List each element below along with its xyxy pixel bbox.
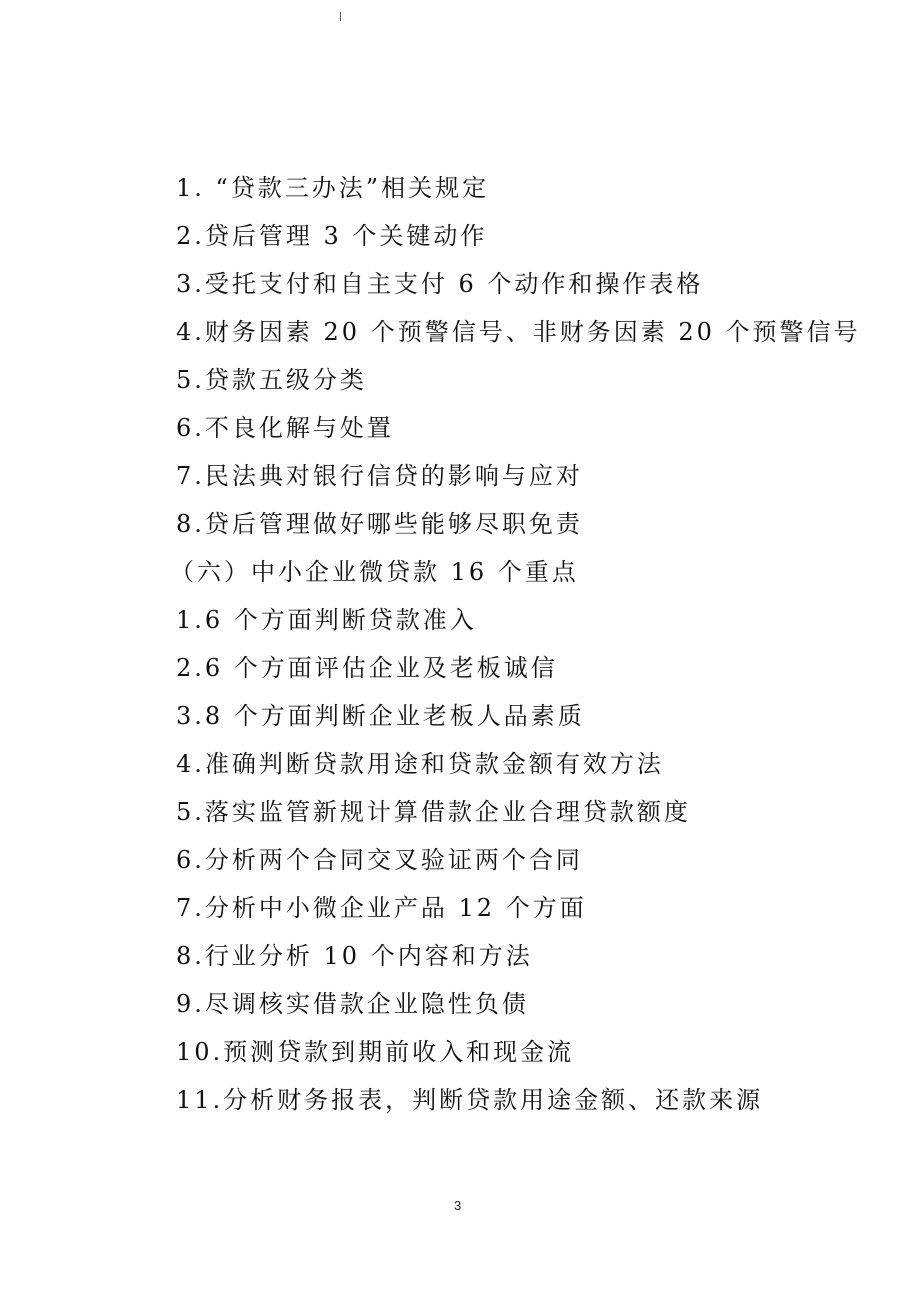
list-item: 5.贷款五级分类 (176, 366, 367, 394)
list-item: 11.分析财务报表，判断贷款用途金额、还款来源 (176, 1086, 764, 1114)
page-number: 3 (454, 1198, 462, 1213)
list-item: 7.分析中小微企业产品 12 个方面 (176, 894, 587, 922)
list-item: 5.落实监管新规计算借款企业合理贷款额度 (176, 798, 691, 826)
list-item: 1.6 个方面判断贷款准入 (176, 606, 477, 634)
list-item: 1. “贷款三办法”相关规定 (176, 174, 490, 202)
list-item: 6.分析两个合同交叉验证两个合同 (176, 846, 583, 874)
list-item: 10.预测贷款到期前收入和现金流 (176, 1038, 575, 1066)
header-mark (340, 12, 341, 21)
list-item: 8.行业分析 10 个内容和方法 (176, 942, 533, 970)
list-item: 7.民法典对银行信贷的影响与应对 (176, 462, 583, 490)
list-item: 2.6 个方面评估企业及老板诚信 (176, 654, 558, 682)
list-item: 6.不良化解与处置 (176, 414, 394, 442)
list-item: 3.8 个方面判断企业老板人品素质 (176, 702, 585, 730)
list-item: 9.尽调核实借款企业隐性负债 (176, 990, 529, 1018)
list-item: 2.贷后管理 3 个关键动作 (176, 222, 488, 250)
list-item: 3.受托支付和自主支付 6 个动作和操作表格 (176, 270, 704, 298)
list-item: 8.贷后管理做好哪些能够尽职免责 (176, 510, 583, 538)
list-item: 4.财务因素 20 个预警信号、非财务因素 20 个预警信号 (176, 318, 861, 346)
list-item: 4.准确判断贷款用途和贷款金额有效方法 (176, 750, 664, 778)
section-heading: （六）中小企业微贷款 16 个重点 (170, 558, 579, 586)
